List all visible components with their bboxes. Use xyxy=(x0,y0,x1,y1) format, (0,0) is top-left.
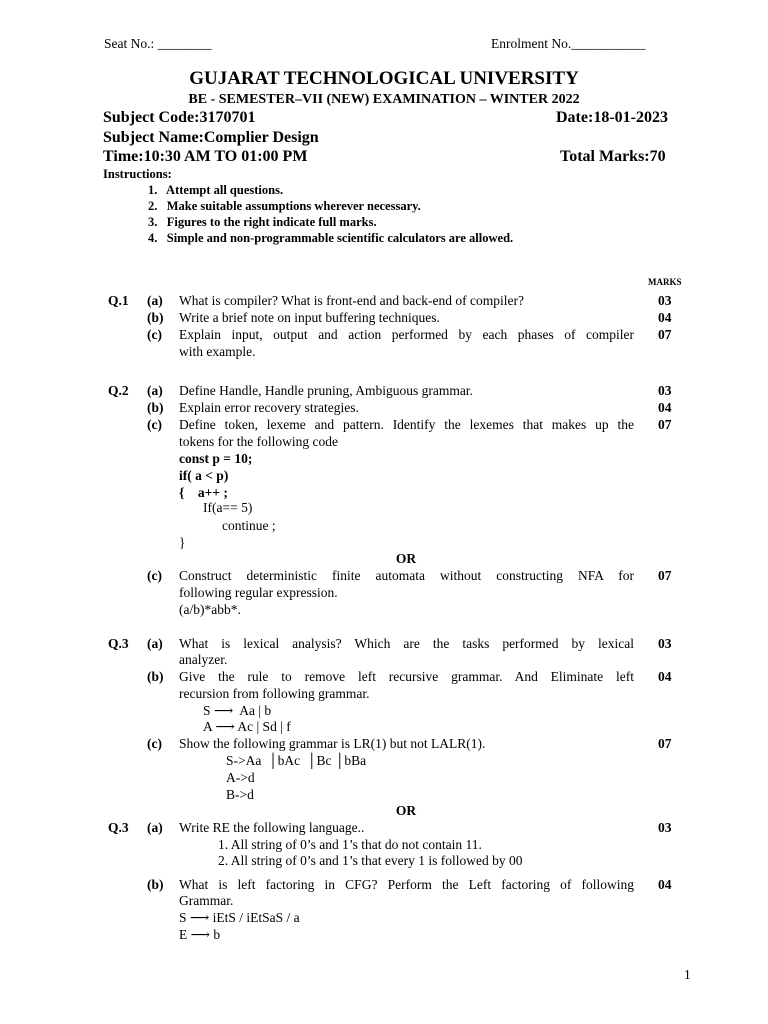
question-marks: 04 xyxy=(658,310,672,325)
language-item: 2. All string of 0’s and 1’s that every 1 is followed by 00 xyxy=(218,853,523,868)
question-text: Write RE the following language.. xyxy=(179,820,365,835)
question-text-continued: tokens for the following code xyxy=(179,434,338,449)
code-line: } xyxy=(179,535,186,550)
subject-name: Subject Name:Complier Design xyxy=(103,129,319,146)
code-line: const p = 10; xyxy=(179,451,253,466)
grammar-rule: E ⟶ b xyxy=(179,927,221,942)
part-label: (a) xyxy=(147,383,163,398)
grammar-rule: B->d xyxy=(226,787,254,802)
question-text: Define token, lexeme and pattern. Identify the lexemes that makes up the xyxy=(179,417,634,432)
question-text: Give the rule to remove left recursive grammar. And Eliminate left xyxy=(179,669,634,684)
code-line: continue ; xyxy=(222,518,276,533)
code-line: { a++ ; xyxy=(179,485,228,500)
code-line: if( a < p) xyxy=(179,468,229,483)
part-label: (a) xyxy=(147,820,163,835)
question-text-continued: with example. xyxy=(179,344,256,359)
instruction-item: 4. Simple and non-programmable scientific calculators are allowed. xyxy=(148,231,514,245)
part-label: (a) xyxy=(147,293,163,308)
part-label: (a) xyxy=(147,636,163,651)
instruction-item: 2. Make suitable assumptions wherever necessary. xyxy=(148,199,421,213)
part-label: (b) xyxy=(147,310,164,325)
subject-code: Subject Code:3170701 xyxy=(103,109,256,126)
part-label: (b) xyxy=(147,669,164,684)
university-title: GUJARAT TECHNOLOGICAL UNIVERSITY xyxy=(189,68,579,89)
question-text: Explain error recovery strategies. xyxy=(179,400,359,415)
question-number: Q.1 xyxy=(108,293,129,308)
exam-title: BE - SEMESTER–VII (NEW) EXAMINATION – WINTER 2022 xyxy=(188,92,580,107)
grammar-rule: A ⟶ Ac | Sd | f xyxy=(203,719,291,734)
question-marks: 07 xyxy=(658,417,672,432)
question-text-continued: analyzer. xyxy=(179,652,228,667)
part-label: (b) xyxy=(147,877,164,892)
grammar-rule: S ⟶ iEtS / iEtSaS / a xyxy=(179,910,300,925)
question-text: Write a brief note on input buffering techniques. xyxy=(179,310,440,325)
question-text: Define Handle, Handle pruning, Ambiguous grammar. xyxy=(179,383,473,398)
question-marks: 03 xyxy=(658,293,672,308)
question-text: What is lexical analysis? Which are the tasks performed by lexical xyxy=(179,636,634,651)
question-text: Show the following grammar is LR(1) but not LALR(1). xyxy=(179,736,486,751)
question-marks: 04 xyxy=(658,669,672,684)
question-text: Construct deterministic finite automata without constructing NFA for xyxy=(179,568,634,583)
question-marks: 04 xyxy=(658,877,672,892)
part-label: (c) xyxy=(147,736,162,751)
grammar-rule: S ⟶ Aa | b xyxy=(203,703,272,718)
grammar-rule: S->Aa │bAc │Bc │bBa xyxy=(226,753,367,768)
question-number: Q.3 xyxy=(108,820,129,835)
question-text-continued: following regular expression. xyxy=(179,585,338,600)
page-number: 1 xyxy=(684,967,691,982)
question-marks: 03 xyxy=(658,820,672,835)
instructions-label: Instructions: xyxy=(103,167,172,181)
part-label: (b) xyxy=(147,400,164,415)
question-marks: 07 xyxy=(658,736,672,751)
question-text: What is left factoring in CFG? Perform the Left factoring of following xyxy=(179,877,634,892)
total-marks: Total Marks:70 xyxy=(560,148,666,165)
or-separator: OR xyxy=(395,803,417,818)
question-marks: 03 xyxy=(658,383,672,398)
language-item: 1. All string of 0’s and 1’s that do not contain 11. xyxy=(218,837,482,852)
question-number: Q.3 xyxy=(108,636,129,651)
instruction-item: 3. Figures to the right indicate full marks. xyxy=(148,215,377,229)
question-text: What is compiler? What is front-end and back-end of compiler? xyxy=(179,293,524,308)
exam-date: Date:18-01-2023 xyxy=(556,109,668,126)
exam-time: Time:10:30 AM TO 01:00 PM xyxy=(103,148,308,165)
question-marks: 07 xyxy=(658,327,672,342)
enrolment-no: Enrolment No.___________ xyxy=(491,36,646,51)
question-text: Explain input, output and action performed by each phases of compiler xyxy=(179,327,634,342)
code-line: If(a== 5) xyxy=(203,500,253,515)
or-separator: OR xyxy=(395,551,417,566)
question-number: Q.2 xyxy=(108,383,129,398)
grammar-rule: A->d xyxy=(226,770,255,785)
part-label: (c) xyxy=(147,417,162,432)
part-label: (c) xyxy=(147,327,162,342)
question-marks: 07 xyxy=(658,568,672,583)
regular-expression: (a/b)*abb*. xyxy=(179,602,241,617)
marks-column-label: MARKS xyxy=(648,277,682,287)
seat-no: Seat No.: ________ xyxy=(104,36,212,51)
question-marks: 04 xyxy=(658,400,672,415)
part-label: (c) xyxy=(147,568,162,583)
question-marks: 03 xyxy=(658,636,672,651)
question-text-continued: Grammar. xyxy=(179,893,234,908)
question-text-continued: recursion from following grammar. xyxy=(179,686,370,701)
instruction-item: 1. Attempt all questions. xyxy=(148,183,284,197)
